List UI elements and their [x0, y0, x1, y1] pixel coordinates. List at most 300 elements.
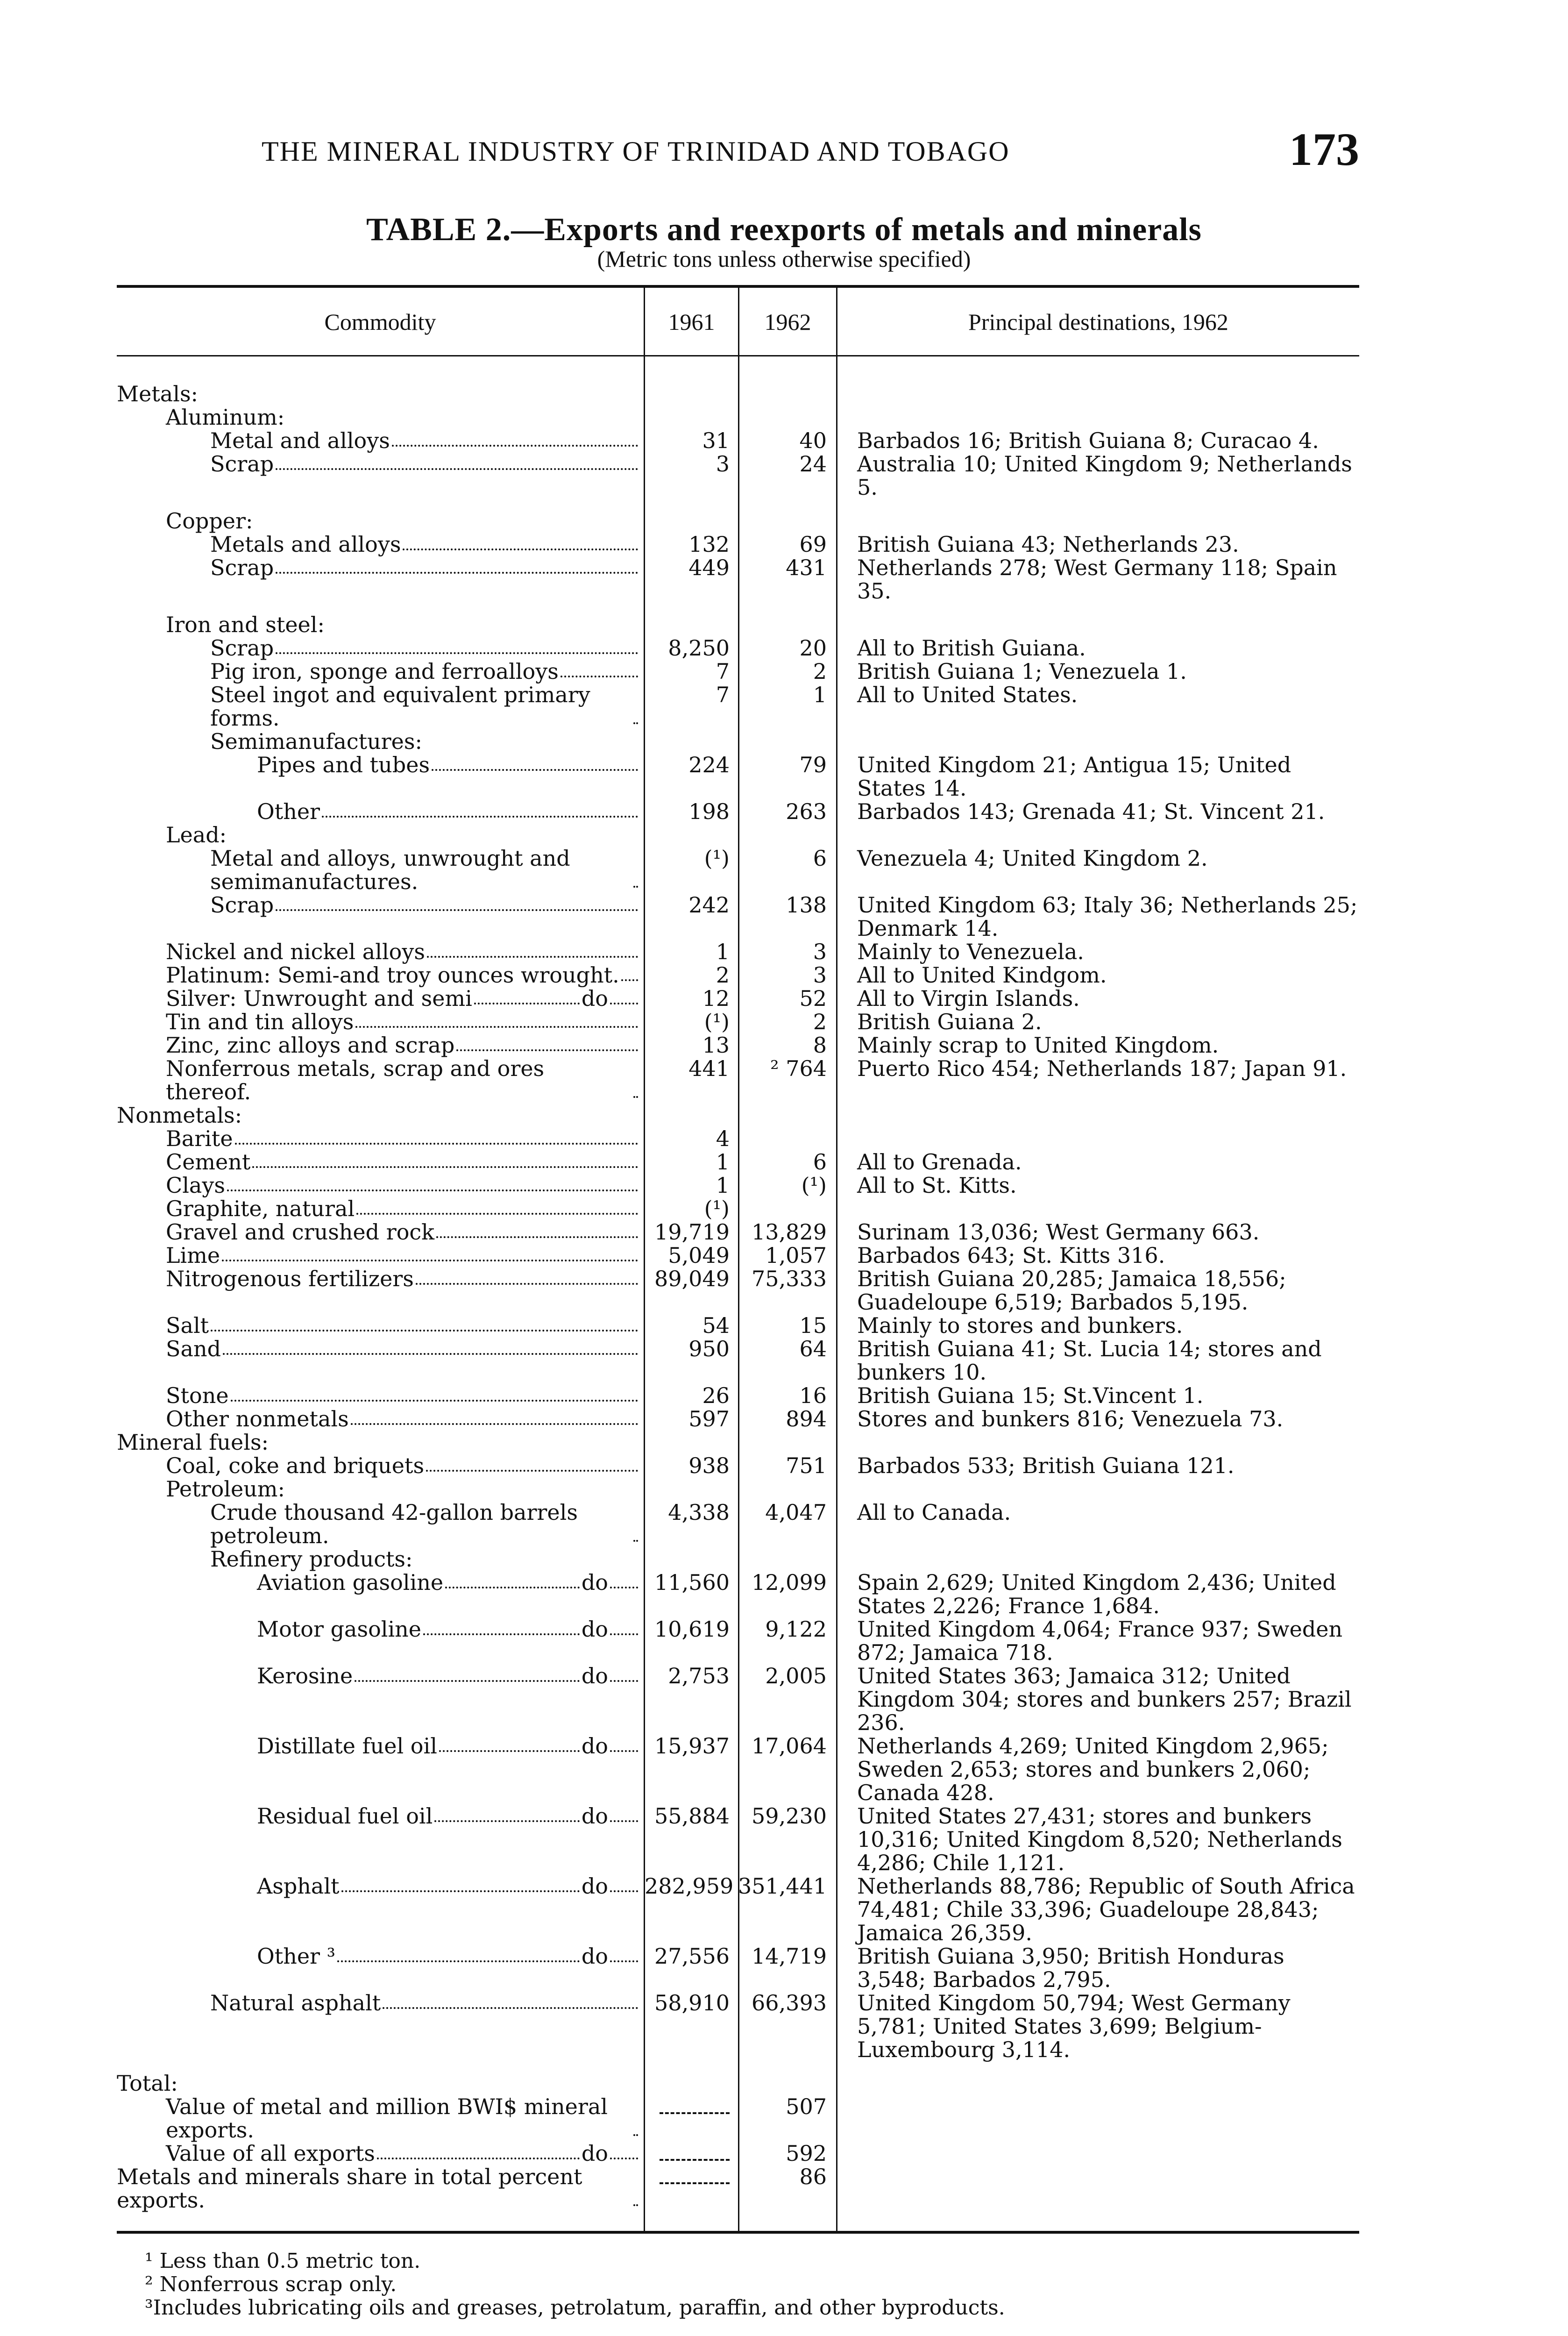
- commodity-label: Graphite, natural: [166, 1196, 355, 1221]
- commodity-label: Crude thousand 42-gallon barrels petroleum.: [210, 1500, 578, 1548]
- unit-label: do: [581, 986, 608, 1011]
- value-1962: 59,230: [752, 1803, 827, 1829]
- destinations-cell: Mainly to stores and bunkers.: [857, 1313, 1183, 1338]
- destinations-cell: British Guiana 41; St. Lucia 14; stores and bunkers 10.: [857, 1336, 1322, 1385]
- commodity-cell: [117, 1431, 645, 1454]
- destinations-cell: United States 27,431; stores and bunkers 10,316; United Kingdom 8,520; Netherlands 4,286; Chile 1,121.: [857, 1803, 1342, 1875]
- commodity-label: Tin and tin alloys: [166, 1009, 354, 1034]
- leader-dots: [355, 1026, 638, 1028]
- leader-dots: [416, 1283, 638, 1285]
- value-1961: 3: [716, 451, 730, 477]
- value-1961: 938: [688, 1453, 730, 1478]
- commodity-label: Barite: [166, 1126, 233, 1151]
- running-header: [262, 122, 1359, 178]
- table-row: [117, 1150, 1359, 1174]
- value-1961: [645, 2142, 738, 2165]
- commodity-label: Metal and alloys: [210, 428, 390, 453]
- value-1962: 4,047: [765, 1500, 827, 1525]
- commodity-label: Residual fuel oil: [257, 1803, 433, 1829]
- leader-dots: [610, 1003, 638, 1004]
- value-1961: 1: [716, 939, 730, 964]
- value-1962: 15: [799, 1313, 827, 1338]
- footnote-2: ² Nonferrous scrap only.: [145, 2272, 397, 2296]
- table-row: [117, 1454, 1359, 1477]
- commodity-label: Salt: [166, 1313, 209, 1338]
- commodity-cell: [117, 1874, 645, 1898]
- column-header-commodity: Commodity: [324, 309, 436, 335]
- section-label: Refinery products:: [210, 1546, 413, 1572]
- table-row: [117, 429, 1359, 452]
- value-1962: 3: [813, 939, 827, 964]
- value-1962: 138: [786, 892, 827, 918]
- table-body: [117, 382, 1359, 2212]
- commodity-cell: [117, 730, 645, 753]
- leader-dots: [383, 2007, 638, 2009]
- table-row: [117, 940, 1359, 963]
- leader-dots: [633, 1096, 638, 1098]
- value-1961: 441: [688, 1056, 730, 1081]
- commodity-cell: [117, 1057, 645, 1104]
- table-row: [117, 1197, 1359, 1220]
- destinations-cell: Netherlands 278; West Germany 118; Spain 35.: [857, 555, 1337, 604]
- column-header-destinations: Principal destinations, 1962: [968, 309, 1228, 335]
- commodity-label: Steel ingot and equivalent primary forms.: [210, 682, 590, 731]
- destinations-cell: Australia 10; United Kingdom 9; Netherlands 5.: [857, 451, 1352, 500]
- value-1962: 1: [813, 682, 827, 707]
- leader-dots: [403, 548, 638, 550]
- value-1961: [645, 2165, 738, 2188]
- commodity-cell: [117, 1314, 645, 1337]
- table-row: [117, 1991, 1359, 2061]
- value-1962: 69: [799, 532, 827, 557]
- table-row: [117, 987, 1359, 1010]
- table-row: [117, 1547, 1359, 1571]
- value-1962: 24: [799, 451, 827, 477]
- commodity-label: Clays: [166, 1173, 225, 1198]
- table-row: [117, 1944, 1359, 1991]
- destinations-cell: British Guiana 43; Netherlands 23.: [857, 532, 1239, 557]
- commodity-cell: [117, 1104, 645, 1127]
- commodity-cell: [117, 452, 645, 476]
- footnotes: [145, 2250, 1005, 2320]
- commodity-cell: [117, 1944, 645, 1968]
- value-1962: 75,333: [752, 1266, 827, 1291]
- commodity-cell: [117, 1384, 645, 1407]
- value-1961: 27,556: [654, 1944, 730, 1969]
- destinations-cell: United Kingdom 4,064; France 937; Sweden 872; Jamaica 718.: [857, 1617, 1343, 1665]
- commodity-label: Scrap: [210, 635, 274, 661]
- leader-dots: [356, 1213, 638, 1215]
- destinations-cell: Barbados 533; British Guiana 121.: [857, 1453, 1235, 1478]
- value-1961: 26: [702, 1383, 730, 1408]
- commodity-label: Zinc, zinc alloys and scrap: [166, 1033, 455, 1058]
- table-row: [117, 2072, 1359, 2095]
- destinations-cell: All to Virgin Islands.: [857, 986, 1080, 1011]
- leader-dots: [211, 1330, 638, 1332]
- value-1962: 3: [813, 962, 827, 988]
- commodity-label: Motor gasoline: [257, 1617, 422, 1642]
- value-1962: ² 764: [770, 1056, 827, 1081]
- commodity-label: Other nonmetals: [166, 1406, 349, 1432]
- value-1962: 9,122: [765, 1617, 827, 1642]
- commodity-cell: [117, 1547, 645, 1571]
- table-row: [117, 1734, 1359, 1804]
- value-1961: 597: [688, 1406, 730, 1432]
- leader-dots: [222, 1260, 638, 1261]
- value-1962: 13,829: [752, 1219, 827, 1245]
- unit-label: do: [581, 1944, 608, 1969]
- leader-dots: [633, 2204, 638, 2206]
- destinations-cell: Mainly scrap to United Kingdom.: [857, 1033, 1219, 1058]
- commodity-label: Sand: [166, 1336, 221, 1361]
- leader-dots: [341, 1890, 580, 1892]
- value-1961: 1: [716, 1149, 730, 1175]
- value-1961: 224: [688, 752, 730, 777]
- value-1961: 242: [688, 892, 730, 918]
- leader-dots: [434, 1820, 580, 1822]
- destinations-cell: All to Grenada.: [857, 1149, 1022, 1175]
- leader-dots: [223, 1353, 638, 1355]
- destinations-cell: Venezuela 4; United Kingdom 2.: [857, 846, 1208, 871]
- table-row: [117, 2165, 1359, 2212]
- blank-dash: [660, 2159, 730, 2161]
- value-1961: 15,937: [654, 1733, 730, 1759]
- leader-dots: [427, 956, 638, 958]
- value-1962: 431: [786, 555, 827, 580]
- commodity-cell: [117, 847, 645, 893]
- value-1961: 1: [716, 1173, 730, 1198]
- value-1962: 20: [799, 635, 827, 661]
- leader-dots: [445, 1587, 580, 1588]
- leader-dots: [377, 2158, 580, 2159]
- value-1961: 89,049: [654, 1266, 730, 1291]
- value-1962: 64: [799, 1336, 827, 1361]
- leader-dots: [432, 769, 638, 771]
- leader-dots: [227, 1189, 638, 1191]
- commodity-label: Stone: [166, 1383, 229, 1408]
- value-1962: 14,719: [752, 1944, 827, 1969]
- section-label: Nonmetals:: [117, 1103, 242, 1128]
- destinations-cell: British Guiana 1; Venezuela 1.: [857, 659, 1187, 684]
- commodity-cell: [117, 1010, 645, 1033]
- commodity-label: Cement: [166, 1149, 251, 1175]
- leader-dots: [610, 1633, 638, 1635]
- commodity-cell: [117, 1033, 645, 1057]
- commodity-label: Nonferrous metals, scrap and ores thereof.: [166, 1056, 545, 1104]
- unit-label: do: [581, 1733, 608, 1759]
- table-row: [117, 2095, 1359, 2142]
- destinations-cell: Netherlands 88,786; Republic of South Africa 74,481; Chile 33,396; Guadeloupe 28,843; Jamaica 26,359.: [857, 1873, 1355, 1945]
- table-row: [117, 893, 1359, 940]
- commodity-cell: [117, 533, 645, 556]
- value-1961: 55,884: [654, 1803, 730, 1829]
- section-label: Lead:: [166, 822, 227, 848]
- leader-dots: [439, 1750, 580, 1752]
- commodity-label: Pipes and tubes: [257, 752, 430, 777]
- section-label: Iron and steel:: [166, 612, 325, 637]
- table-subtitle: (Metric tons unless otherwise specified): [597, 246, 971, 272]
- table-row: [117, 753, 1359, 800]
- leader-dots: [610, 1750, 638, 1752]
- table-row: [117, 1220, 1359, 1244]
- commodity-cell: [117, 800, 645, 823]
- destinations-cell: Barbados 16; British Guiana 8; Curacao 4.: [857, 428, 1319, 453]
- leader-dots: [610, 2158, 638, 2159]
- section-label: Mineral fuels:: [117, 1430, 269, 1455]
- leader-dots: [276, 468, 638, 470]
- value-1961: 58,910: [654, 1990, 730, 2016]
- table-bottom-rule: [117, 2231, 1359, 2234]
- commodity-cell: [117, 406, 645, 429]
- table-row: [117, 1617, 1359, 1664]
- value-1962: 894: [786, 1406, 827, 1432]
- table-row: [117, 1501, 1359, 1547]
- commodity-label: Kerosine: [257, 1663, 353, 1688]
- table-row: [117, 2142, 1359, 2165]
- section-label: Metals:: [117, 381, 199, 406]
- leader-dots: [561, 676, 638, 677]
- value-1962: 263: [786, 799, 827, 824]
- commodity-label: Silver: Unwrought and semi: [166, 986, 472, 1011]
- commodity-cell: [117, 1617, 645, 1641]
- page-number: 173: [1289, 123, 1359, 175]
- leader-dots: [235, 1143, 638, 1145]
- commodity-cell: [117, 2095, 645, 2142]
- destinations-cell: British Guiana 15; St.Vincent 1.: [857, 1383, 1204, 1408]
- commodity-cell: [117, 429, 645, 452]
- commodity-cell: [117, 1127, 645, 1150]
- commodity-cell: [117, 1571, 645, 1594]
- blank-dash: [660, 2182, 730, 2184]
- destinations-cell: United States 363; Jamaica 312; United Kingdom 304; stores and bunkers 257; Brazil 236.: [857, 1663, 1352, 1735]
- commodity-cell: [117, 1337, 645, 1360]
- value-1962: 40: [799, 428, 827, 453]
- unit-label: do: [581, 1617, 608, 1642]
- column-header-1961: 1961: [668, 309, 715, 335]
- table-row: [117, 406, 1359, 429]
- destinations-cell: All to United States.: [857, 682, 1078, 707]
- table-row: [117, 730, 1359, 753]
- commodity-cell: [117, 1804, 645, 1828]
- leader-dots: [231, 1400, 638, 1402]
- commodity-cell: [117, 1477, 645, 1501]
- leader-dots: [610, 1587, 638, 1588]
- destinations-cell: All to St. Kitts.: [857, 1173, 1017, 1198]
- table-row: [117, 382, 1359, 406]
- commodity-cell: [117, 1220, 645, 1244]
- commodity-label: Scrap: [210, 555, 274, 580]
- table-title: TABLE 2.—Exports and reexports of metals and minerals: [366, 212, 1202, 248]
- value-1962: 17,064: [752, 1733, 827, 1759]
- destinations-cell: United Kingdom 21; Antigua 15; United States 14.: [857, 752, 1291, 801]
- table-row: [117, 1477, 1359, 1501]
- commodity-label: Asphalt: [257, 1873, 340, 1899]
- commodity-cell: [117, 2165, 645, 2212]
- destinations-cell: United Kingdom 50,794; West Germany 5,781; United States 3,699; Belgium-Luxembourg 3,114.: [857, 1990, 1291, 2062]
- leader-dots: [392, 445, 638, 447]
- commodity-cell: [117, 753, 645, 776]
- value-1961: (¹): [704, 1196, 730, 1221]
- unit-label: do: [581, 1570, 608, 1595]
- commodity-cell: [117, 963, 645, 987]
- value-1962: 6: [813, 846, 827, 871]
- commodity-cell: [117, 987, 645, 1010]
- table-row: [117, 1267, 1359, 1314]
- leader-dots: [322, 816, 638, 818]
- leader-dots: [633, 886, 638, 888]
- value-1962: 79: [799, 752, 827, 777]
- destinations-cell: British Guiana 20,285; Jamaica 18,556; Guadeloupe 6,519; Barbados 5,195.: [857, 1266, 1286, 1315]
- commodity-label: Aviation gasoline: [257, 1570, 444, 1595]
- destinations-cell: United Kingdom 63; Italy 36; Netherlands 25; Denmark 14.: [857, 892, 1358, 941]
- commodity-label: Metals and alloys: [210, 532, 401, 557]
- destinations-cell: Spain 2,629; United Kingdom 2,436; United States 2,226; France 1,684.: [857, 1570, 1336, 1618]
- commodity-label: Natural asphalt: [210, 1990, 381, 2016]
- commodity-label: Coal, coke and briquets: [166, 1453, 425, 1478]
- leader-dots: [610, 1890, 638, 1892]
- table-row: [117, 1384, 1359, 1407]
- commodity-label: Platinum: Semi-and troy ounces wrought.: [166, 962, 619, 988]
- value-1962: (¹): [801, 1173, 827, 1198]
- commodity-cell: [117, 660, 645, 683]
- table-row: [117, 533, 1359, 556]
- value-1962: 2: [813, 1009, 827, 1034]
- destinations-cell: All to United Kindgom.: [857, 962, 1107, 988]
- commodity-cell: [117, 1991, 645, 2015]
- table-row: [117, 1804, 1359, 1874]
- commodity-cell: [117, 1734, 645, 1758]
- leader-dots: [633, 722, 638, 724]
- commodity-label: Nitrogenous fertilizers: [166, 1266, 414, 1291]
- footnote-1: ¹ Less than 0.5 metric ton.: [145, 2249, 421, 2273]
- leader-dots: [276, 909, 638, 911]
- table-row: [117, 1104, 1359, 1127]
- table-row: [117, 1057, 1359, 1104]
- unit-label: do: [581, 1873, 608, 1899]
- section-label: Total:: [117, 2071, 178, 2096]
- value-1962: 8: [813, 1033, 827, 1058]
- destinations-cell: Barbados 143; Grenada 41; St. Vincent 21.: [857, 799, 1325, 824]
- value-1962: 2: [813, 659, 827, 684]
- commodity-cell: [117, 613, 645, 636]
- table-row: [117, 847, 1359, 893]
- leader-dots: [355, 1680, 580, 1682]
- commodity-cell: [117, 1267, 645, 1290]
- value-1961: 2: [716, 962, 730, 988]
- leader-dots: [276, 652, 638, 654]
- commodity-cell: [117, 1454, 645, 1477]
- commodity-cell: [117, 1407, 645, 1431]
- commodity-cell: [117, 1501, 645, 1547]
- table-row: [117, 1244, 1359, 1267]
- commodity-cell: [117, 1197, 645, 1220]
- leader-dots: [474, 1003, 580, 1004]
- destinations-cell: Mainly to Venezuela.: [857, 939, 1084, 964]
- table-row: [117, 636, 1359, 660]
- commodity-cell: [117, 893, 645, 917]
- value-1961: 10,619: [654, 1617, 730, 1642]
- commodity-cell: [117, 1244, 645, 1267]
- value-1962: 1,057: [765, 1243, 827, 1268]
- destinations-cell: All to Canada.: [857, 1500, 1011, 1525]
- leader-dots: [252, 1166, 638, 1168]
- leader-dots: [276, 572, 638, 574]
- value-1962: 507: [786, 2094, 827, 2119]
- value-1962: 86: [799, 2164, 827, 2189]
- table-row: [117, 1010, 1359, 1033]
- commodity-label: Gravel and crushed rock: [166, 1219, 435, 1245]
- commodity-label: Scrap: [210, 892, 274, 918]
- unit-label: do: [581, 1663, 608, 1688]
- commodity-cell: [117, 683, 645, 730]
- commodity-label: Metals and minerals share in total percent exports.: [117, 2164, 582, 2213]
- value-1961: 8,250: [668, 635, 730, 661]
- destinations-cell: Puerto Rico 454; Netherlands 187; Japan 91.: [857, 1056, 1347, 1081]
- table-row: [117, 613, 1359, 636]
- commodity-cell: [117, 636, 645, 660]
- value-1961: 7: [716, 659, 730, 684]
- value-1962: 6: [813, 1149, 827, 1175]
- destinations-cell: Stores and bunkers 816; Venezuela 73.: [857, 1406, 1284, 1432]
- commodity-label: Value of all exports: [166, 2141, 375, 2166]
- commodity-cell: [117, 509, 645, 533]
- leader-dots: [633, 1540, 638, 1542]
- value-1961: 12: [702, 986, 730, 1011]
- table-row: [117, 1571, 1359, 1617]
- leader-dots: [610, 1960, 638, 1962]
- value-1961: 198: [688, 799, 730, 824]
- table-row: [117, 1407, 1359, 1431]
- leader-dots: [621, 979, 638, 981]
- leader-dots: [337, 1960, 580, 1962]
- value-1961: 950: [688, 1336, 730, 1361]
- value-1962: 2,005: [765, 1663, 827, 1688]
- table-row: [117, 1874, 1359, 1944]
- table-row: [117, 800, 1359, 823]
- value-1961: 11,560: [654, 1570, 730, 1595]
- value-1962: 52: [799, 986, 827, 1011]
- leader-dots: [426, 1470, 638, 1472]
- commodity-label: Pig iron, sponge and ferroalloys: [210, 659, 559, 684]
- value-1961: 19,719: [654, 1219, 730, 1245]
- leader-dots: [423, 1633, 580, 1635]
- value-1961: 5,049: [668, 1243, 730, 1268]
- table-row: [117, 660, 1359, 683]
- footnote-3: ³Includes lubricating oils and greases, petrolatum, paraffin, and other byproducts.: [145, 2296, 1005, 2320]
- table-row: [117, 556, 1359, 603]
- commodity-cell: [117, 940, 645, 963]
- blank-dash: [660, 2112, 730, 2114]
- value-1961: (¹): [704, 846, 730, 871]
- value-1961: 4: [716, 1126, 730, 1151]
- commodity-label: Lime: [166, 1243, 220, 1268]
- table-row: [117, 1174, 1359, 1197]
- table-row: [117, 1127, 1359, 1150]
- unit-label: do: [581, 2141, 608, 2166]
- value-1962: 66,393: [752, 1990, 827, 2016]
- leader-dots: [610, 1680, 638, 1682]
- section-label: Copper:: [166, 508, 253, 534]
- commodity-label: Other: [257, 799, 320, 824]
- value-1961: 54: [702, 1313, 730, 1338]
- table-row: [117, 1314, 1359, 1337]
- leader-dots: [610, 1820, 638, 1822]
- table-row: [117, 1431, 1359, 1454]
- destinations-cell: Barbados 643; St. Kitts 316.: [857, 1243, 1165, 1268]
- table-row: [117, 509, 1359, 533]
- commodity-label: Nickel and nickel alloys: [166, 939, 425, 964]
- commodity-cell: [117, 2142, 645, 2165]
